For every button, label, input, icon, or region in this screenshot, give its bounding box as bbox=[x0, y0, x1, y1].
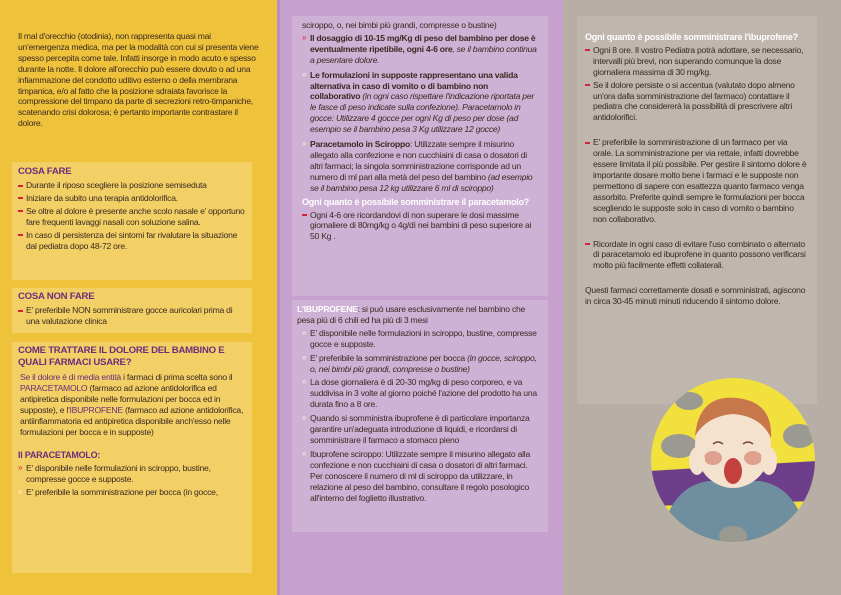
text-segment: PARACETAMOLO bbox=[20, 382, 88, 393]
cosa-fare-box bbox=[12, 162, 252, 280]
paracetamolo-title: Il PARACETAMOLO: bbox=[18, 450, 101, 461]
cosa-non-fare-title: COSA NON FARE bbox=[18, 291, 95, 302]
ibuprofene-frequency-box bbox=[577, 16, 817, 404]
list-item: » E' disponibile nelle formulazioni in sciroppo, bustine, compresse gocce e supposte. bbox=[18, 463, 246, 485]
text-segment: i farmaci di prima scelta sono il bbox=[120, 372, 233, 382]
closing-text: Questi farmaci correttamente dosati e somministrati, agiscono in circa 30-45 minuti minuti riducendo il sintomo dolore. bbox=[585, 285, 806, 307]
child-earache-illustration bbox=[649, 376, 817, 544]
text-segment: (in gocce, sciroppo, o, nei bimbi più grandi, compresse o bustine) bbox=[310, 352, 537, 374]
come-trattare-box bbox=[12, 342, 252, 573]
list-item: E' preferibile NON somministrare gocce auricolari prima di una valutazione clinica bbox=[18, 305, 246, 327]
list-item: Se oltre al dolore è presente anche scolo nasale e' opportuno fare frequenti lavaggi nasali con soluzione salina. bbox=[18, 206, 246, 228]
text-segment: Se il dolore è di media entità bbox=[20, 372, 121, 382]
text-segment: (ad esempio se il bambino pesa 12 kg utilizzare 6 ml di sciroppo) bbox=[310, 171, 533, 193]
column-grey bbox=[563, 0, 841, 595]
list-item: » Ibuprofene sciroppo: Utilizzate sempre il misurino allegato alla confezione e non cucchiaini di casa o dosatori di altri farmaci. Per conoscere il numero di ml di sciroppo da utilizzare, in relazione al peso del bambino, consultare il regolo posologico all'interno del foglietto illustrativo. bbox=[302, 449, 538, 504]
list-item: » Quando si somministra ibuprofene è di particolare importanza garantire un'adeguata introduzione di liquidi, e ricordarsi di somministrare il farmaco a stomaco pieno bbox=[302, 413, 538, 446]
list-item: Iniziare da subito una terapia antidolorifica. bbox=[18, 193, 246, 204]
text-segment: E' preferibile la somministrazione per bocca bbox=[310, 352, 468, 363]
text-segment: (in ogni caso rispettare l'indicazione riportata per le fasce di peso indicate sulla confezione). Paracetamolo in gocce: Utilizzare 4 gocce per ogni Kg di peso per dose (ad esempio se il bambino pesa 3 Kg utilizzare 12 gocce) bbox=[310, 91, 534, 135]
ibuprofene-box bbox=[292, 300, 548, 532]
list-item: Durante il riposo scegliere la posizione semiseduta bbox=[18, 180, 246, 191]
text-segment: , se il bambino continua a pesentare dolore. bbox=[310, 43, 537, 65]
list-item bbox=[302, 139, 538, 194]
text-segment: (farmaco ad azione antidolorifica ed antipiretica disponibile nelle formulazioni per bocca ed in supposte), e l' bbox=[20, 382, 221, 415]
ibuprofene-question: Ogni quanto è possibile somministrare l'ibuprofene? bbox=[585, 32, 798, 42]
text-segment: Paracetamolo in Sciroppo bbox=[310, 139, 411, 150]
continued-text: sciroppo, o, nei bimbi più grandi, compresse o bustine) bbox=[302, 20, 497, 30]
list-item: Ricordate in ogni caso di evitare l'uso combinato o alternato di paracetamolo ed ibuprofene in quanto possono verificarsi molto più facilmente effetti collaterali. bbox=[585, 239, 809, 272]
list-item bbox=[302, 353, 538, 375]
list-item: Ogni 8 ore. Il vostro Pediatra potrà adottare, se necessario, intervalli più brevi, non superando comunque la dose giornaliera massima di 30 mg/kg. bbox=[585, 45, 809, 78]
come-trattare-title: COME TRATTARE IL DOLORE DEL BAMBINO E QUALI FARMACI USARE? bbox=[18, 345, 225, 368]
column-yellow bbox=[0, 0, 277, 595]
text-segment: Le formulazioni in supposte rappresentano una valida alternativa in caso di vomito o di bambino non collaborativo bbox=[310, 69, 518, 102]
list-item bbox=[302, 70, 538, 135]
text-segment: : Utilizzate sempre il misurino allegato alla confezione e non cucchiaini di casa o dosatori di altri farmaci; la singola somministrazione corrisponde ad un numero di ml pari alla metà del peso del bambino bbox=[310, 139, 527, 182]
column-purple bbox=[277, 0, 563, 595]
list-item: » E' disponibile nelle formulazioni in sciroppo, bustine, compresse gocce e supposte. bbox=[302, 328, 538, 350]
cosa-fare-title: COSA FARE bbox=[18, 166, 72, 177]
list-item: » E' preferibile la somministrazione per bocca (in gocce, bbox=[18, 487, 246, 498]
ibuprofene-intro bbox=[297, 304, 538, 326]
paracetamolo-box bbox=[292, 16, 548, 296]
text-segment: (farmaco ad azione antidolorifica, antiinfiammatoria ed antipiretica disponibile anch'esso nelle formulazioni per bocca e in supposte) bbox=[20, 404, 244, 437]
intro-text: Il mal d'orecchio (otodinia), non rappresenta quasi mai un'emergenza medica, ma per la modalità con cui si presenta viene spesso percepita come tale. Infatti insorge in modo acuto e spesso durante la notte. Il dolore all'orecchio può essere dovuto o ad una infiammazione del condotto uditivo esterno o della membrana timpanica, e/o al fatto che la posizione sdraiata favorisce la compressione del timpano da parte di secrezioni retro-timpaniche, scatenando crisi dolorosa; è pertanto importante contrastare il dolore. bbox=[18, 31, 259, 129]
text-segment: IBUPROFENE bbox=[69, 404, 123, 415]
text-segment: : si può usare esclusivamente nel bambino che pesa più di 6 chili ed ha più di 3 mesi bbox=[297, 304, 526, 325]
list-item bbox=[302, 33, 538, 66]
list-item: In caso di persistenza dei sintomi far rivalutare la situazione dal pediatra dopo 48-72 ore. bbox=[18, 230, 246, 252]
list-item: » La dose giornaliera è di 20-30 mg/kg di peso corporeo, e va suddivisa in 3 volte al giorno poiché l'azione del prodotto ha una durata fino a 8 ore. bbox=[302, 377, 538, 410]
come-trattare-text bbox=[18, 372, 246, 437]
list-item: Se il dolore persiste o si accentua (valutato dopo almeno un'ora dalla somministrazione del farmaco) contattare il pediatra che considererà la possibilità di prescrivere altri antidolorifici. bbox=[585, 80, 809, 124]
ibuprofene-label: L'IBUPROFENE bbox=[297, 304, 358, 314]
cosa-non-fare-box bbox=[12, 288, 252, 333]
text-segment: Il dosaggio di 10-15 mg/Kg di peso del bambino per dose è eventualmente ripetibile, ogni 4-6 ore bbox=[310, 32, 536, 54]
list-item: Ogni 4-6 ore ricordandovi di non superare le dosi massime giornaliere di 80mg/kg o 4g/dì nei bambini di peso superiore ai 50 Kg . bbox=[302, 210, 538, 243]
list-item: E' preferibile la somministrazione di un farmaco per via orale. La somministrazione per via rettale, infatti dovrebbe essere limitata il più possibile. Per gestire il sintomo dolore è importante dosare molto bene i farmaci e le supposte non permettono di sapere con esattezza quanto farmaco venga assorbito. Preferite quindi sempre le formulazioni per bocca scegliendo le supposte solo in caso di vomito o bambino non collaborativo. bbox=[585, 137, 809, 224]
paracetamolo-question: Ogni quanto è possibile somministrare il paracetamolo? bbox=[302, 196, 530, 207]
